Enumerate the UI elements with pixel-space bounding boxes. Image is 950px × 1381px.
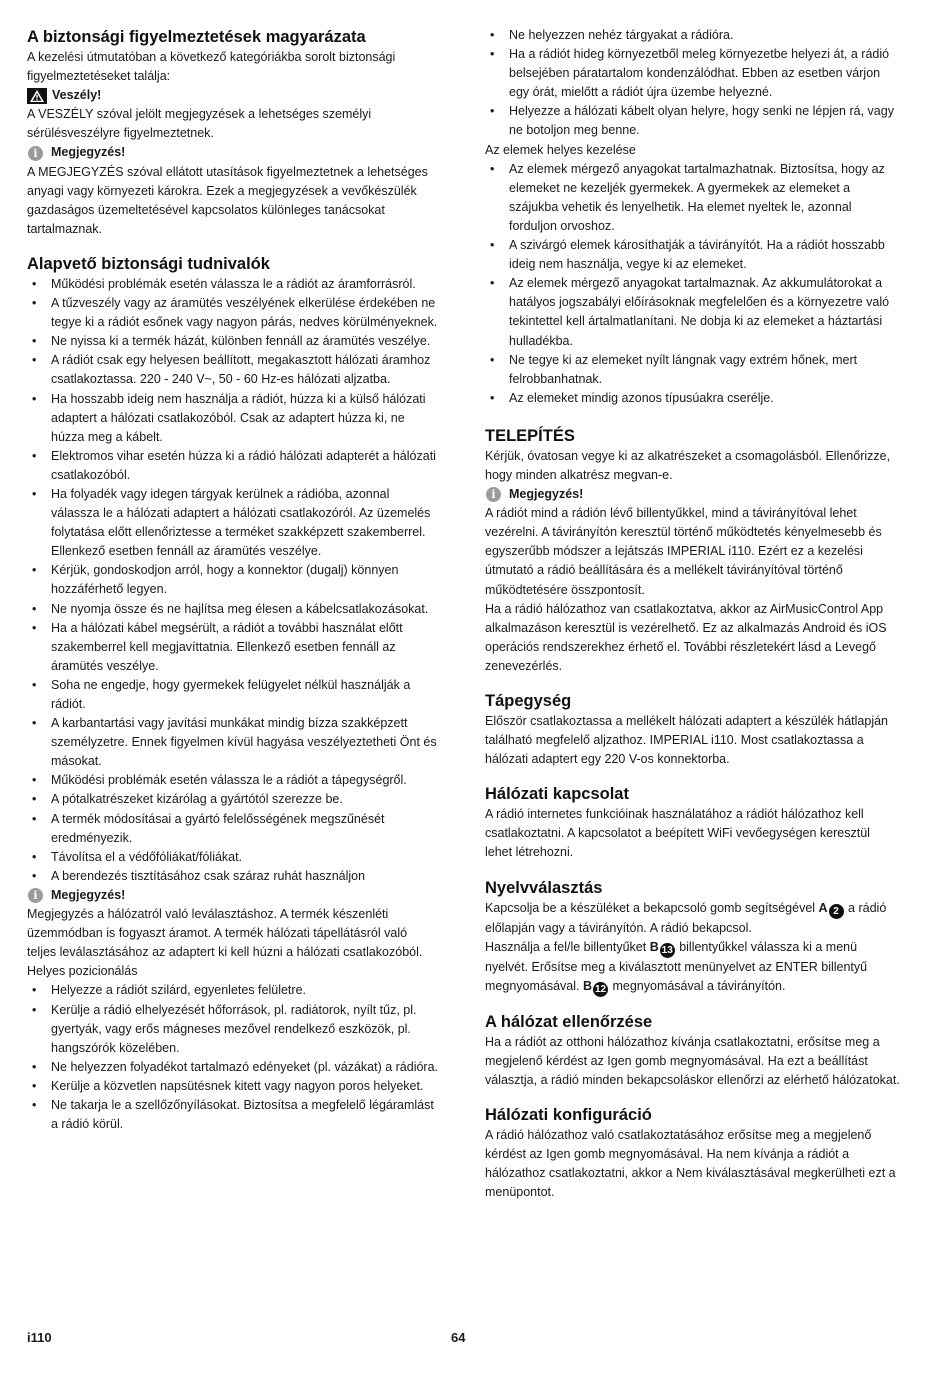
text-run: Kapcsolja be a készüléket a bekapcsoló gomb segítségével bbox=[485, 900, 819, 915]
network-config-section bbox=[485, 1104, 900, 1202]
list-item: • Ne helyezzen nehéz tárgyakat a rádióra. bbox=[485, 26, 900, 45]
section-title: Nyelvválasztás bbox=[485, 878, 603, 897]
list-item: • Kerülje a rádió elhelyezését hőforrások, pl. radiátorok, nyílt tűz, pl. gyertyák, vagy erős mágneses mezővel rendelkező eszközök, pl. hangszórók közelében. bbox=[27, 1001, 439, 1058]
section-title: A biztonsági figyelmeztetések magyarázata bbox=[27, 28, 366, 46]
section-title: Hálózati kapcsolat bbox=[485, 785, 629, 804]
danger-label: Veszély! bbox=[52, 88, 102, 103]
safety-continued-section bbox=[485, 26, 900, 408]
list-item: • Ne nyomja össze és ne hajlítsa meg élesen a kábelcsatlakozásokat. bbox=[27, 600, 439, 619]
section-title: Hálózati konfiguráció bbox=[485, 1106, 652, 1125]
left-column bbox=[27, 26, 439, 1134]
note-text: A MEGJEGYZÉS szóval ellátott utasítások figyelmeztetnek a lehetséges anyagi vagy környezeti károkra. Ezek a megjegyzések a vevőkészülék gazdaságos üzemeltetésével kapcsolatos különleges tanácsokat tartalmaznak. bbox=[27, 164, 428, 236]
info-circle-icon: i bbox=[486, 487, 501, 502]
list-item: • Ha a rádiót hideg környezetből meleg környezetbe helyezi át, a rádió belsejében páratartalom kondenzálódhat. Ebben az esetben várjon egy órát, mielőtt a rádiót újra üzembe helyezné. bbox=[485, 45, 900, 102]
check-text: Ha a rádiót az otthoni hálózathoz kívánja csatlakoztatni, erősítse meg a megjelenő kérdést az Igen gomb megnyomásával. Ha ezt a beállítást választja, a rádió minden bekapcsoláskor ellenőrzi az elérhető hálózatokat. bbox=[485, 1034, 900, 1087]
page-number: 64 bbox=[451, 1330, 466, 1345]
note-notice bbox=[27, 143, 439, 162]
ref-number-badge: 12 bbox=[594, 983, 607, 995]
install-app-text: Ha a rádió hálózathoz van csatlakoztatva, akkor az AirMusicControl App alkalmazáson keresztül is vezérelhető. Ez az alkalmazás Android és iOS operációs rendszerekhez érhető el. További részletekért lásd a Levegő zenevezérlés. bbox=[485, 601, 887, 673]
safety-warnings-section bbox=[27, 26, 439, 239]
warning-triangle-icon bbox=[27, 88, 47, 104]
list-item: • Az elemeket mindig azonos típusúakra cserélje. bbox=[485, 389, 900, 408]
safety-list-continued bbox=[485, 26, 900, 141]
info-circle-icon: i bbox=[28, 888, 43, 903]
right-column bbox=[485, 26, 900, 1202]
list-item: • Helyezze a hálózati kábelt olyan helyre, hogy senki ne lépjen rá, vagy ne botoljon meg benne. bbox=[485, 102, 900, 140]
ref-letter: A bbox=[818, 900, 828, 915]
install-text: Kérjük, óvatosan vegye ki az alkatrészeket a csomagolásból. Ellenőrizze, hogy minden alkatrész megvan-e. bbox=[485, 448, 891, 482]
section-title: Alapvető biztonsági tudnivalók bbox=[27, 254, 270, 273]
note-notice bbox=[485, 485, 900, 504]
list-item: • Kérjük, gondoskodjon arról, hogy a konnektor (dugalj) könnyen hozzáférhető legyen. bbox=[27, 561, 439, 599]
note-label: Megjegyzés! bbox=[509, 487, 584, 502]
list-item: • Működési problémák esetén válassza le a rádiót a tápegységről. bbox=[27, 771, 439, 790]
danger-notice bbox=[27, 86, 439, 105]
network-connection-section bbox=[485, 783, 900, 862]
power-section bbox=[485, 690, 900, 769]
list-item: • Kerülje a közvetlen napsütésnek kitett vagy nagyon poros helyeket. bbox=[27, 1077, 439, 1096]
text-run: billentyűkkel válassza ki a menü nyelvét. Erősítse meg a kiválasztott menünyelvet az ENTER billentyű megnyomásával. bbox=[485, 939, 868, 993]
list-item: • Elektromos vihar esetén húzza ki a rádió hálózati adapterét a hálózati csatlakozóból. bbox=[27, 447, 439, 485]
language-text-2 bbox=[485, 938, 900, 997]
section-title: A hálózat ellenőrzése bbox=[485, 1012, 653, 1031]
list-item: • Ha folyadék vagy idegen tárgyak kerülnek a rádióba, azonnal válassza le a hálózati adaptert a hálózati csatlakozóról. Az üzemelés folytatása előtt ellenőriztesse a terméket szakképzett szakemberrel. Ellenkező esetben fennáll az áramütés veszélye. bbox=[27, 485, 439, 561]
network-text: A rádió internetes funkcióinak használatához a rádiót hálózathoz kell csatlakoztatni. A kapcsolatot a beépített WiFi vevőegységen keresztül lehet létrehozni. bbox=[485, 807, 870, 860]
list-item: • Ha hosszabb ideig nem használja a rádiót, húzza ki a külső hálózati adaptert a hálózati csatlakozóból. Csak az adaptert húzza ki, ne húzza meg a kábelt. bbox=[27, 390, 439, 447]
list-item: • Ne tegye ki az elemeket nyílt lángnak vagy extrém hőnek, mert felrobbanhatnak. bbox=[485, 351, 900, 389]
list-item: • Működési problémák esetén válassza le a rádiót az áramforrásról. bbox=[27, 275, 439, 294]
text-run: megnyomásával a távirányítón. bbox=[609, 978, 786, 993]
list-item: • A berendezés tisztításához csak száraz ruhát használjon bbox=[27, 867, 439, 886]
list-item: • A tűzveszély vagy az áramütés veszélyének elkerülése érdekében ne tegye ki a rádiót esőnek vagy nagyon párás, nedves körülményeknek. bbox=[27, 294, 439, 332]
section-title: Tápegység bbox=[485, 692, 572, 710]
language-text-1 bbox=[485, 899, 900, 938]
list-item: • Ne nyissa ki a termék házát, különben fennáll az áramütés veszélye. bbox=[27, 332, 439, 351]
safety-list bbox=[27, 275, 439, 886]
intro-text: A kezelési útmutatóban a következő kategóriákba sorolt biztonsági figyelmeztetéseket találja: bbox=[27, 50, 396, 84]
config-text: A rádió hálózathoz való csatlakoztatásához erősítse meg a megjelenő kérdést az Igen gomb megnyomásával. Ha nem kívánja a rádiót a hálózathoz csatlakoztatni, akkor a Nem kiválasztásával megkerülheti ezt a menüpontot. bbox=[485, 1128, 896, 1200]
list-item: • A termék módosításai a gyártó felelősségének megszűnését eredményezik. bbox=[27, 810, 439, 848]
note-notice bbox=[27, 886, 439, 905]
note-text: Megjegyzés a hálózatról való leválasztáshoz. A termék készenléti üzemmódban is fogyaszt áramot. A termék hálózati tápellátásról való teljes leválasztásához az adaptert ki kell húzni a hálózati csatlakozóból. bbox=[27, 907, 423, 960]
list-item: • Az elemek mérgező anyagokat tartalmazhatnak. Biztosítsa, hogy az elemeket ne kezeljék gyermekek. A gyermekek az elemeket a szájukba vehetik és lenyelhetik. Ha elemet nyeltek le, azonnal forduljon orvoshoz. bbox=[485, 160, 900, 236]
ref-number-badge: 13 bbox=[661, 944, 673, 956]
battery-label: Az elemek helyes kezelése bbox=[485, 142, 636, 157]
section-title: TELEPÍTÉS bbox=[485, 426, 575, 445]
installation-section bbox=[485, 425, 900, 676]
info-circle-icon: i bbox=[28, 146, 43, 161]
note-label: Megjegyzés! bbox=[51, 887, 126, 902]
list-item: • A pótalkatrészeket kizárólag a gyártótól szerezze be. bbox=[27, 790, 439, 809]
list-item: • A rádiót csak egy helyesen beállított, megakasztott hálózati áramhoz csatlakoztassa. 220 - 240 V~, 50 - 60 Hz-es hálózati aljzatba. bbox=[27, 351, 439, 389]
list-item: • Soha ne engedje, hogy gyermekek felügyelet nélkül használják a rádiót. bbox=[27, 676, 439, 714]
danger-text: A VESZÉLY szóval jelölt megjegyzések a lehetséges személyi sérülésveszélyre figyelmeztetnek. bbox=[27, 107, 372, 141]
list-item: • A karbantartási vagy javítási munkákat mindig bízza szakképzett személyzetre. Ennek figyelmen kívül hagyása veszélyeztetheti Önt és másokat. bbox=[27, 714, 439, 771]
language-section bbox=[485, 877, 900, 997]
list-item: • Ne helyezzen folyadékot tartalmazó edényeket (pl. vázákat) a rádióra. bbox=[27, 1058, 439, 1077]
list-item: • Ha a hálózati kábel megsérült, a rádiót a további használat előtt szakemberrel kell megjavíttatnia. Ellenkező esetben fennáll az áramütés veszélye. bbox=[27, 619, 439, 676]
footer-model: i110 bbox=[27, 1330, 52, 1345]
ref-letter: B bbox=[649, 939, 659, 954]
list-item: • Helyezze a rádiót szilárd, egyenletes felületre. bbox=[27, 981, 439, 1000]
list-item: • Ne takarja le a szellőzőnyílásokat. Biztosítsa a megfelelő légáramlást a rádió körül. bbox=[27, 1096, 439, 1134]
install-note-text: A rádiót mind a rádión lévő billentyűkkel, mind a távirányítóval lehet vezérelni. A távirányítón keresztül történő működtetés kényelmesebb és egyszerűbb módszer a lejátszás IMPERIAL i110. Ezért ez a kezelési útmutató a rádió beállítására és a mellékelt távirányítóval történő működtetésére összpontosít. bbox=[485, 506, 882, 597]
list-item: • Az elemek mérgező anyagokat tartalmaznak. Az akkumulátorokat a hatályos jogszabályi előírásoknak megfelelően és a környezetre való tekintettel kell ártalmatlanítani. Ne dobja ki az elemeket a háztartási hulladékba. bbox=[485, 274, 900, 350]
power-text: Először csatlakoztassa a mellékelt hálózati adaptert a készülék hátlapján található megfelelő aljzathoz. IMPERIAL i110. Most csatlakoztassa a hálózati adaptert egy 220 V-os konnektorba. bbox=[485, 714, 888, 767]
ref-number-badge: 2 bbox=[829, 904, 844, 919]
positioning-list bbox=[27, 981, 439, 1134]
note-label: Megjegyzés! bbox=[51, 145, 126, 160]
network-check-section bbox=[485, 1011, 900, 1090]
text-run: a rádió előlapján vagy a távirányítón. A rádió bekapcsol. bbox=[485, 900, 887, 935]
positioning-label: Helyes pozicionálás bbox=[27, 964, 138, 979]
ref-letter: B bbox=[582, 978, 592, 993]
list-item: • Távolítsa el a védőfóliákat/fóliákat. bbox=[27, 848, 439, 867]
basic-safety-section bbox=[27, 253, 439, 1134]
list-item: • A szivárgó elemek károsíthatják a távirányítót. Ha a rádiót hosszabb ideig nem használja, vegye ki az elemeket. bbox=[485, 236, 900, 274]
text-run: Használja a fel/le billentyűket bbox=[485, 939, 650, 954]
battery-list bbox=[485, 160, 900, 408]
